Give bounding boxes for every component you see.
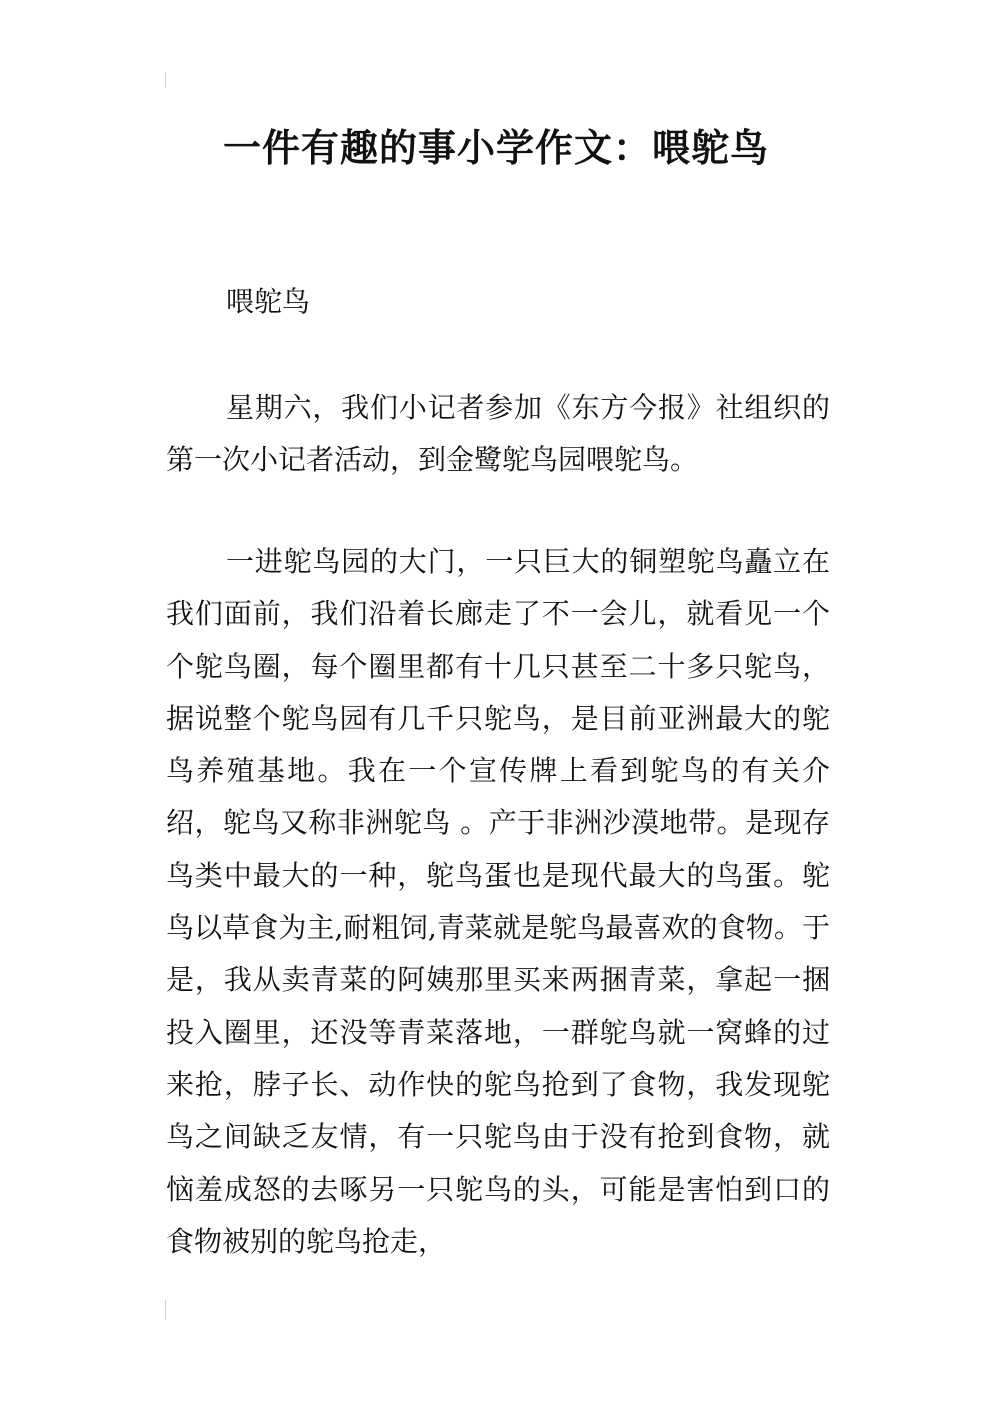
page-margin-mark-top — [165, 72, 166, 88]
paragraph-2: 一进鸵鸟园的大门，一只巨大的铜塑鸵鸟矗立在我们面前，我们沿着长廊走了不一会儿，就看见一个个鸵鸟圈，每个圈里都有十几只甚至二十多只鸵鸟，据说整个鸵鸟园有几千只鸵鸟，是目前亚洲最大的鸵鸟养殖基地。我在一个宣传牌上看到鸵鸟的有关介绍，鸵鸟又称非洲鸵鸟 。产于非洲沙漠地带。是现存鸟类中最大的一种，鸵鸟蛋也是现代最大的鸟蛋。鸵鸟以草食为主,耐粗饲,青菜就是鸵鸟最喜欢的食物。于是，我从卖青菜的阿姨那里买来两捆青菜，拿起一捆投入圈里，还没等青菜落地，一群鸵鸟就一窝蜂的过来抢，脖子长、动作快的鸵鸟抢到了食物，我发现鸵鸟之间缺乏友情，有一只鸵鸟由于没有抢到食物，就恼羞成怒的去啄另一只鸵鸟的头，可能是害怕到口的食物被别的鸵鸟抢走， — [166, 545, 830, 1258]
document-subtitle: 喂鸵鸟 — [226, 285, 311, 318]
document-title: 一件有趣的事小学作文：喂鸵鸟 — [222, 126, 769, 170]
page-margin-mark-bottom — [165, 1300, 166, 1320]
paragraph-1: 星期六，我们小记者参加《东方今报》社组织的第一次小记者活动，到金鹭鸵鸟园喂鸵鸟。 — [166, 391, 830, 477]
